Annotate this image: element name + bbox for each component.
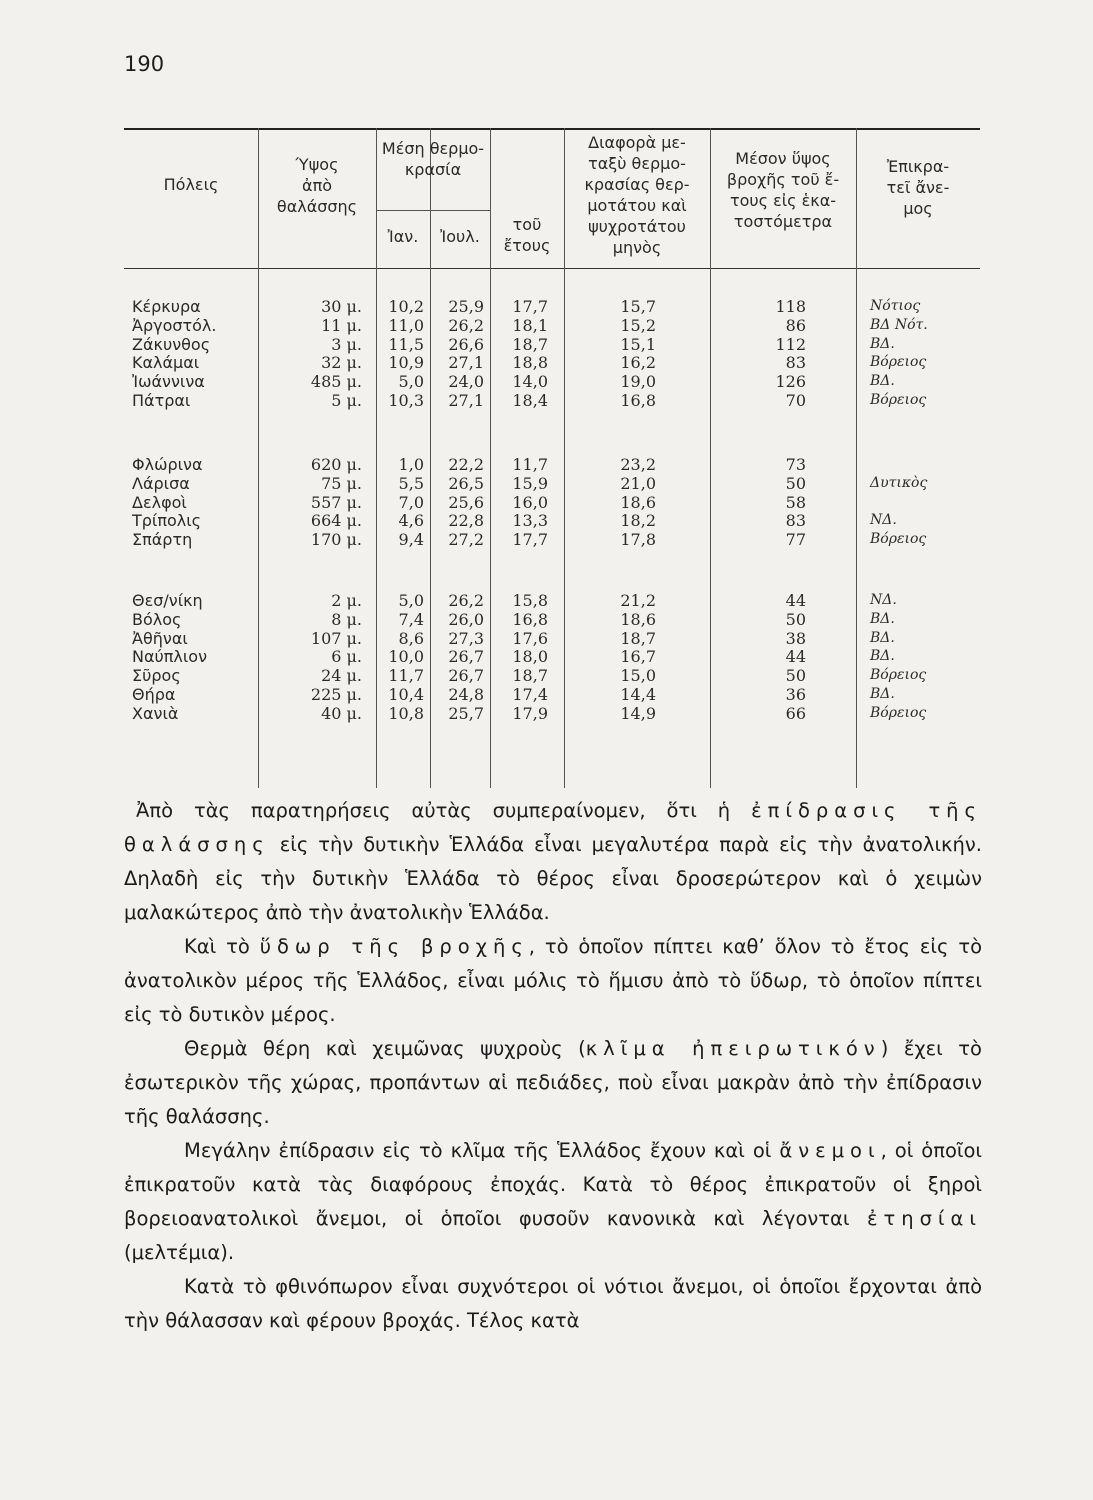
cell-wind: Βόρειος — [870, 667, 927, 684]
cell-diff: 15,0 — [620, 666, 656, 686]
cell-diff: 15,1 — [620, 334, 656, 354]
cell-wind: Βόρειος — [870, 531, 927, 548]
cell-alt: 170 μ. — [310, 530, 362, 550]
cell-jan: 10,8 — [388, 703, 424, 723]
cell-wind: ΒΔ. — [870, 610, 895, 627]
cell-jan: 1,0 — [398, 455, 424, 474]
cell-wind: ΒΔ. — [870, 335, 895, 352]
cell-alt: 24 μ. — [321, 666, 362, 686]
cell-jan: 11,5 — [388, 334, 424, 354]
cell-diff: 17,8 — [620, 530, 656, 550]
cell-diff: 18,6 — [620, 609, 656, 629]
cell-rain: 58 — [785, 492, 806, 512]
cell-city: Ναύπλιον — [132, 647, 208, 667]
cell-wind: ΝΔ. — [870, 512, 897, 529]
header-rainfall: Μέσον ὕψος βροχῆς τοῦ ἔ- τους εἰς ἑκα- τοστόμετρα — [726, 149, 840, 231]
cell-year: 13,3 — [512, 511, 548, 531]
cell-jan: 10,2 — [388, 297, 424, 316]
paragraph — [124, 794, 982, 930]
cell-alt: 32 μ. — [321, 353, 362, 373]
cell-city: Θήρα — [132, 685, 176, 704]
cell-jul: 24,0 — [448, 372, 484, 392]
cell-city: Χανιὰ — [132, 703, 179, 723]
cell-diff: 16,8 — [620, 391, 656, 410]
mean-temp-subrule — [376, 210, 490, 211]
cell-jul: 22,8 — [448, 511, 484, 531]
cell-jan: 10,0 — [388, 647, 424, 667]
paragraph — [124, 930, 982, 1032]
cell-alt: 2 μ. — [331, 591, 362, 610]
cell-rain: 44 — [785, 591, 806, 610]
text-run: ) ἔχει τὸ ἐσωτερικὸν τῆς χώρας, προπάντων αἱ πεδιάδες, ποὺ εἶναι μακρὰν ἀπὸ τὴν ἐπίδρασιν τῆς θαλάσσης. — [124, 1037, 982, 1128]
cell-wind: ΒΔ Νότ. — [870, 316, 928, 333]
body-text — [124, 794, 982, 1338]
cell-rain: 83 — [785, 353, 806, 373]
cell-city: Σπάρτη — [132, 530, 193, 550]
cell-city: Κέρκυρα — [132, 297, 201, 316]
cell-jul: 25,7 — [448, 703, 484, 723]
cell-jan: 11,7 — [388, 666, 424, 686]
spaced-term: ἄνεμοι — [779, 1139, 881, 1162]
cell-year: 18,4 — [512, 391, 548, 410]
cell-diff: 21,2 — [620, 591, 656, 610]
cell-year: 17,7 — [512, 297, 548, 316]
text-run: Κατὰ τὸ φθινόπωρον εἶναι συχνότεροι οἱ νότιοι ἄνεμοι, οἱ ὁποῖοι ἔρχονται ἀπὸ τὴν θάλασσαν καὶ φέρουν βροχάς. Τέλος κατὰ — [124, 1275, 982, 1332]
cell-wind: Βόρειος — [870, 354, 927, 371]
cell-jan: 7,0 — [398, 492, 424, 512]
cell-wind: ΒΔ. — [870, 686, 895, 702]
cell-rain: 70 — [785, 391, 806, 410]
cell-rain: 73 — [785, 455, 806, 474]
cell-city: Ἀργοστόλ. — [132, 315, 217, 335]
cell-year: 16,0 — [512, 492, 548, 512]
cell-diff: 16,7 — [620, 647, 656, 667]
cell-city: Πάτραι — [132, 391, 191, 410]
cell-jul: 26,2 — [448, 315, 484, 335]
cell-jan: 8,6 — [398, 628, 424, 648]
cell-alt: 485 μ. — [310, 372, 362, 392]
cell-jul: 26,6 — [448, 334, 484, 354]
cell-rain: 66 — [785, 703, 806, 723]
cell-jul: 26,2 — [448, 591, 484, 610]
cell-jul: 27,3 — [448, 628, 484, 648]
header-altitude: Ύψος ἀπὸ θαλάσσης — [276, 155, 358, 216]
cell-diff: 14,4 — [620, 685, 656, 704]
cell-jul: 22,2 — [448, 455, 484, 474]
cell-jan: 9,4 — [398, 530, 424, 550]
cell-diff: 15,2 — [620, 315, 656, 335]
cell-jan: 5,0 — [398, 372, 424, 392]
text-run: (μελτέμια). — [124, 1241, 235, 1264]
text-run: , οἱ ὁποῖοι ἐπικρατοῦν κατὰ τὰς διαφόρους ἐποχάς. Κατὰ τὸ θέρος ἐπικρατοῦν οἱ ξηροὶ βορειοανατολικοὶ ἄνεμοι, οἱ ὁποῖοι φυσοῦν κανονικὰ καὶ λέγονται — [124, 1139, 982, 1230]
cell-city: Σῦρος — [132, 666, 181, 686]
text-run: εἰς τὴν δυτικὴν Ἑλλάδα εἶναι μεγαλυτέρα παρὰ εἰς τὴν ἀνατολικήν. Δηλαδὴ εἰς τὴν δυτικὴν Ἑλλάδα τὸ θέρος εἶναι δροσερώτερον καὶ ὁ χειμὼν μαλακώτερος ἀπὸ τὴν ἀνατολικὴν Ἑλλάδα. — [124, 833, 982, 924]
cell-jul: 27,2 — [448, 530, 484, 550]
cell-year: 17,7 — [512, 530, 548, 550]
header-temp-diff: Διαφορὰ με- ταξὺ θερμο- κρασίας θερ- μοτάτου καὶ ψυχροτάτου μηνὸς — [584, 133, 690, 257]
cell-alt: 6 μ. — [331, 647, 362, 667]
cell-wind: Βόρειος — [870, 704, 927, 721]
cell-jul: 26,0 — [448, 609, 484, 629]
cell-wind: ΒΔ. — [870, 648, 895, 665]
cell-year: 14,0 — [512, 372, 548, 392]
cell-city: Ἰωάννινα — [132, 372, 205, 392]
cell-jul: 26,5 — [448, 473, 484, 493]
cell-year: 18,1 — [512, 315, 548, 335]
cell-city: Λάρισα — [132, 473, 190, 493]
paragraph — [124, 1134, 982, 1270]
spaced-term: ἐπίδρασις τῆς θαλάσσης — [124, 799, 982, 856]
cell-diff: 18,2 — [620, 511, 656, 531]
cell-wind: Βόρειος — [870, 392, 927, 408]
cell-diff: 19,0 — [620, 372, 656, 392]
cell-wind: Δυτικὸς — [870, 474, 928, 491]
cell-year: 17,9 — [512, 703, 548, 723]
cell-jan: 5,5 — [398, 473, 424, 493]
cell-year: 18,8 — [512, 353, 548, 373]
cell-jan: 10,3 — [388, 391, 424, 410]
cell-jul: 26,7 — [448, 666, 484, 686]
cell-diff: 18,7 — [620, 628, 656, 648]
cell-year: 18,7 — [512, 666, 548, 686]
spaced-term: ὕδωρ τῆς βροχῆς — [259, 935, 529, 958]
cell-jul: 27,1 — [448, 353, 484, 373]
cell-jan: 10,4 — [388, 685, 424, 704]
cell-diff: 21,0 — [620, 473, 656, 493]
cell-jan: 7,4 — [398, 609, 424, 629]
header-july: Ἰουλ. — [440, 227, 480, 246]
cell-year: 18,7 — [512, 334, 548, 354]
header-city: Πόλεις — [163, 175, 219, 194]
text-run: Μεγάλην ἐπίδρασιν εἰς τὸ κλῖμα τῆς Ἑλλάδος ἔχουν καὶ οἱ — [184, 1139, 780, 1162]
cell-jul: 25,6 — [448, 492, 484, 512]
cell-rain: 50 — [785, 473, 806, 493]
cell-alt: 30 μ. — [321, 297, 362, 316]
cell-diff: 16,2 — [620, 353, 656, 373]
cell-rain: 118 — [775, 297, 806, 316]
cell-diff: 23,2 — [620, 455, 656, 474]
cell-rain: 83 — [785, 511, 806, 531]
cell-jan: 5,0 — [398, 591, 424, 610]
spaced-term: κλῖμα ἠπειρωτικόν — [585, 1037, 881, 1060]
cell-alt: 75 μ. — [321, 473, 362, 493]
text-run: , τὸ ὁποῖον πίπτει καθ’ ὅλον τὸ ἔτος εἰς τὸ ἀνατολικὸν μέρος τῆς Ἑλλάδος, εἶναι μόλις τὸ ἥμισυ ἀπὸ τὸ ὕδωρ, τὸ ὁποῖον πίπτει εἰς τὸ δυτικὸν μέρος. — [124, 935, 983, 1026]
cell-jan: 4,6 — [398, 511, 424, 531]
cell-diff: 18,6 — [620, 492, 656, 512]
cell-diff: 15,7 — [620, 297, 656, 316]
cell-city: Δελφοὶ — [132, 492, 187, 512]
cell-alt: 3 μ. — [331, 334, 362, 354]
cell-rain: 86 — [785, 315, 806, 335]
header-january: Ἰαν. — [387, 227, 419, 246]
page-number: 190 — [124, 52, 165, 76]
cell-jan: 10,9 — [388, 353, 424, 373]
cell-alt: 8 μ. — [331, 609, 362, 629]
cell-jul: 24,8 — [448, 685, 484, 704]
cell-year: 16,8 — [512, 609, 548, 629]
text-run: Καὶ τὸ — [184, 935, 260, 958]
spaced-term: ἐτησίαι — [866, 1207, 982, 1230]
cell-year: 17,4 — [512, 685, 548, 704]
cell-wind: ΒΔ. — [870, 373, 895, 390]
cell-alt: 664 μ. — [310, 511, 362, 531]
header-wind: Ἐπικρα- τεῖ ἄνε- μος — [886, 157, 950, 218]
cell-rain: 50 — [785, 609, 806, 629]
cell-alt: 107 μ. — [310, 628, 362, 648]
cell-alt: 225 μ. — [310, 685, 362, 704]
cell-city: Καλάμαι — [132, 353, 200, 373]
cell-wind: ΝΔ. — [870, 592, 897, 608]
cell-rain: 126 — [775, 372, 806, 392]
cell-rain: 44 — [785, 647, 806, 667]
paragraph — [124, 1270, 982, 1338]
cell-alt: 620 μ. — [310, 455, 362, 474]
cell-jul: 25,9 — [448, 297, 484, 316]
text-run: Ἀπὸ τὰς παρατηρήσεις αὐτὰς συμπεραίνομεν, ὅτι ἡ — [136, 799, 752, 822]
cell-wind: ΒΔ. — [870, 629, 895, 646]
cell-city: Θεσ/νίκη — [132, 591, 203, 610]
cell-jul: 26,7 — [448, 647, 484, 667]
cell-year: 15,8 — [512, 591, 548, 610]
cell-alt: 5 μ. — [331, 391, 362, 410]
table-header-rule — [124, 268, 980, 269]
cell-year: 17,6 — [512, 628, 548, 648]
cell-year: 15,9 — [512, 473, 548, 493]
header-mean-temp: Μέση θερμο- κρασία — [381, 139, 485, 179]
cell-rain: 38 — [785, 628, 806, 648]
cell-rain: 36 — [785, 685, 806, 704]
cell-alt: 40 μ. — [321, 703, 362, 723]
cell-city: Τρίπολις — [132, 511, 202, 531]
cell-wind: Νότιος — [870, 298, 921, 314]
cell-rain: 50 — [785, 666, 806, 686]
cell-alt: 557 μ. — [310, 492, 362, 512]
cell-year: 11,7 — [512, 455, 548, 474]
cell-jul: 27,1 — [448, 391, 484, 410]
cell-jan: 11,0 — [388, 315, 424, 335]
table-top-rule — [124, 128, 980, 130]
cell-city: Βόλος — [132, 609, 182, 629]
cell-rain: 112 — [775, 334, 806, 354]
cell-city: Φλώρινα — [132, 455, 203, 474]
column-divider — [856, 128, 857, 788]
header-year: τοῦ ἔτους — [503, 215, 551, 255]
cell-diff: 14,9 — [620, 703, 656, 723]
cell-city: Ζάκυνθος — [132, 334, 211, 354]
cell-year: 18,0 — [512, 647, 548, 667]
text-run: Θερμὰ θέρη καὶ χειμῶνας ψυχροὺς ( — [184, 1037, 586, 1060]
cell-alt: 11 μ. — [321, 315, 362, 335]
paragraph — [124, 1032, 982, 1134]
cell-city: Ἀθῆναι — [132, 628, 188, 648]
cell-rain: 77 — [785, 530, 806, 550]
